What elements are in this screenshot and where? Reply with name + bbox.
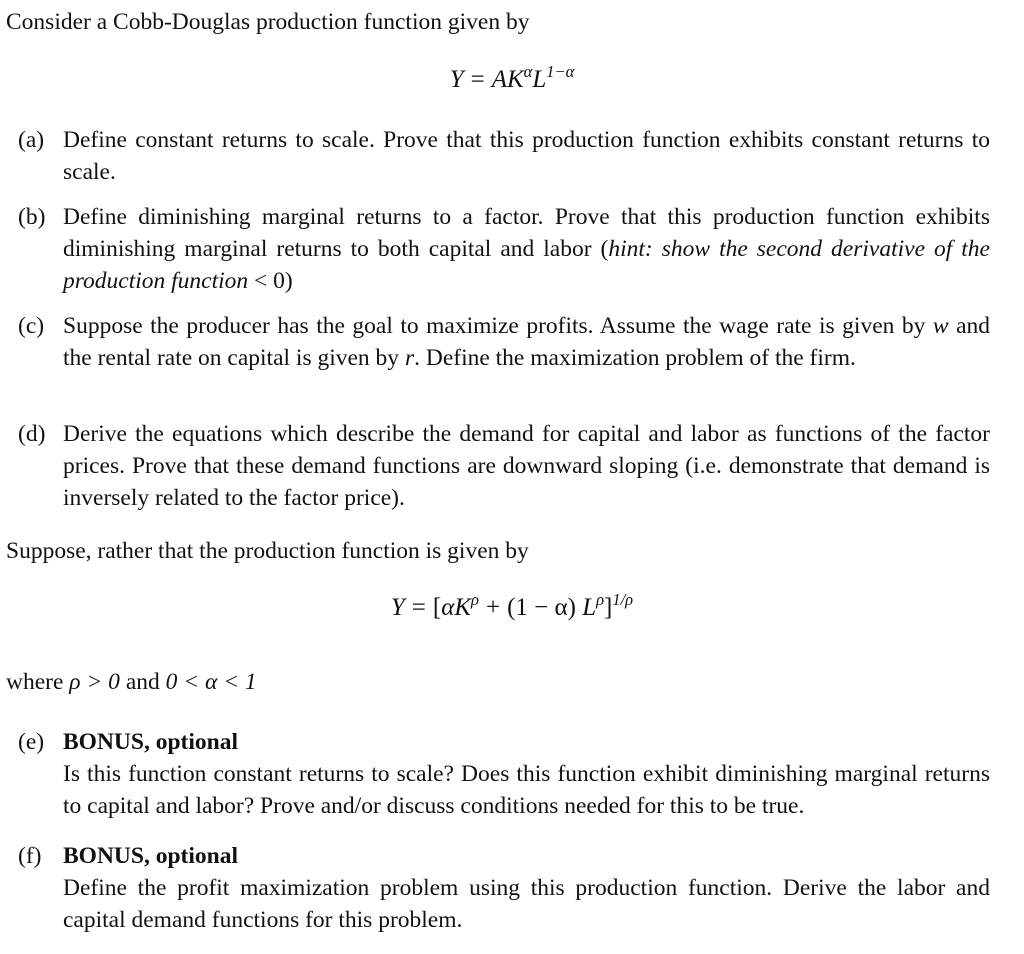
question-c — [18, 310, 990, 374]
eq1-K-exponent: α — [523, 61, 533, 81]
question-b-hint: hint: show the second derivative of the production function — [63, 236, 990, 294]
question-d-label: (d) — [18, 421, 46, 447]
question-f-title: BONUS, optional — [63, 843, 238, 869]
eq2-K: K — [454, 594, 472, 621]
eq1-L: L — [532, 66, 547, 93]
question-b-hint-tail: < 0) — [248, 268, 293, 294]
question-a — [18, 124, 990, 188]
intro-text: Consider a Cobb-Douglas production function given by — [6, 9, 530, 35]
question-e — [18, 726, 990, 822]
eq2-open-bracket: [ — [432, 594, 442, 621]
question-a-label: (a) — [18, 127, 45, 153]
eq2-L-exponent: ρ — [596, 589, 605, 609]
eq1-L-exponent: 1−α — [546, 61, 575, 81]
eq2-L: L — [582, 594, 597, 621]
question-d — [18, 418, 990, 514]
question-c-label: (c) — [18, 313, 45, 339]
question-c-r: r — [404, 345, 415, 371]
ces-equation — [0, 589, 1024, 624]
question-b-main: Define diminishing marginal returns to a factor. Prove that this production function exhibits diminishing marginal returns to both capital and labor ( — [63, 204, 990, 262]
question-c-part1: Suppose the producer has the goal to maximize profits. Assume the wage rate is given by — [63, 313, 933, 339]
where-word: where — [6, 669, 64, 695]
eq2-close-bracket: ] — [604, 594, 613, 621]
question-b — [18, 201, 990, 297]
cobb-douglas-equation — [0, 61, 1024, 96]
eq2-K-exponent: ρ — [471, 589, 479, 609]
where-conditions — [6, 666, 257, 698]
condition-alpha: 0 < α < 1 — [165, 669, 257, 695]
eq2-equals: = — [411, 594, 426, 621]
question-e-title: BONUS, optional — [63, 729, 238, 755]
question-e-text: Is this function constant returns to scale? Does this function exhibit diminishing marginal returns to capital and labor? Prove and/or discuss conditions needed for this to be true. — [63, 761, 990, 819]
question-f — [18, 840, 990, 936]
question-a-text: Define constant returns to scale. Prove that this production function exhibits constant returns to scale. — [63, 127, 990, 185]
eq2-outer-exponent: 1/ρ — [612, 589, 634, 609]
where-and: and — [125, 669, 160, 695]
eq1-equals: = — [470, 66, 485, 93]
condition-rho: ρ > 0 — [69, 669, 120, 695]
question-b-label: (b) — [18, 204, 46, 230]
question-c-part2: and the rental rate on capital is given by — [63, 313, 990, 371]
question-f-label: (f) — [18, 843, 42, 869]
eq2-lhs: Y — [390, 594, 405, 621]
question-c-text — [63, 310, 990, 374]
eq2-one-minus-alpha: (1 − α) — [507, 594, 576, 621]
question-e-label: (e) — [18, 729, 45, 755]
eq1-A: A — [491, 66, 507, 93]
eq1-K: K — [506, 66, 524, 93]
question-b-text — [63, 201, 990, 297]
eq2-plus: + — [485, 594, 501, 621]
question-f-text: Define the profit maximization problem using this production function. Derive the labor and capital demand functions for this problem. — [63, 875, 990, 933]
question-c-part3: . Define the maximization problem of the firm. — [414, 345, 856, 371]
transition-text: Suppose, rather that the production function is given by — [6, 538, 529, 564]
question-c-w: w — [932, 313, 949, 339]
question-d-text: Derive the equations which describe the demand for capital and labor as functions of the factor prices. Prove that these demand functions are downward sloping (i.e. demonstrate that demand is inversely related to the factor price). — [63, 421, 990, 511]
eq2-alpha: α — [441, 594, 455, 621]
eq1-lhs: Y — [449, 66, 464, 93]
